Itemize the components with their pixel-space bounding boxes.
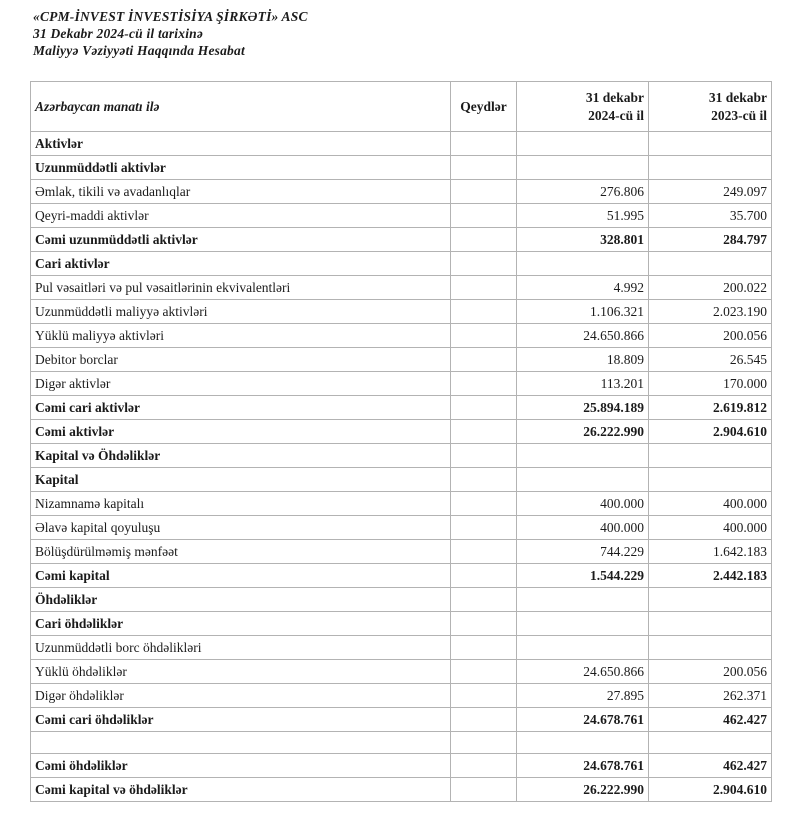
header-row [31,82,772,132]
table-row [31,276,772,300]
row-value-2023: 200.056 [649,324,772,348]
row-value-2024: 1.106.321 [517,300,649,324]
table-row [31,564,772,588]
table-row [31,348,772,372]
row-value-2023 [649,468,772,492]
row-value-2024: 25.894.189 [517,396,649,420]
row-value-2024 [517,612,649,636]
row-value-2024 [517,732,649,754]
row-value-2023 [649,588,772,612]
row-label: Əmlak, tikili və avadanlıqlar [31,180,451,204]
row-label: Qeyri-maddi aktivlər [31,204,451,228]
row-notes [451,180,517,204]
row-label: Əlavə kapital qoyuluşu [31,516,451,540]
table-row [31,228,772,252]
row-value-2024 [517,252,649,276]
row-value-2024 [517,636,649,660]
row-value-2024 [517,444,649,468]
row-notes [451,708,517,732]
row-value-2024 [517,156,649,180]
row-value-2024: 400.000 [517,492,649,516]
row-label [31,732,451,754]
row-label: Kapital [31,468,451,492]
column-header-2023 [649,82,772,132]
row-value-2024 [517,132,649,156]
table-row [31,372,772,396]
row-label: Debitor borclar [31,348,451,372]
row-label: Yüklü öhdəliklər [31,660,451,684]
table-body [31,132,772,802]
table-row [31,420,772,444]
row-label: Cəmi kapital və öhdəliklər [31,778,451,802]
row-label: Aktivlər [31,132,451,156]
row-value-2023: 249.097 [649,180,772,204]
row-notes [451,588,517,612]
row-notes [451,396,517,420]
table-row [31,252,772,276]
row-notes [451,132,517,156]
row-value-2024: 400.000 [517,516,649,540]
row-notes [451,444,517,468]
row-label: Yüklü maliyyə aktivləri [31,324,451,348]
table-row [31,684,772,708]
row-notes [451,660,517,684]
row-value-2024: 26.222.990 [517,778,649,802]
row-value-2023: 2.904.610 [649,778,772,802]
column-header-notes: Qeydlər [451,82,517,132]
row-value-2024: 24.678.761 [517,754,649,778]
row-label: Cəmi öhdəliklər [31,754,451,778]
row-value-2023: 1.642.183 [649,540,772,564]
row-label: Nizamnamə kapitalı [31,492,451,516]
row-value-2024: 276.806 [517,180,649,204]
row-value-2024 [517,588,649,612]
row-value-2023: 2.904.610 [649,420,772,444]
row-notes [451,372,517,396]
row-value-2024: 328.801 [517,228,649,252]
row-value-2023: 2.619.812 [649,396,772,420]
row-value-2023: 26.545 [649,348,772,372]
table-row [31,156,772,180]
row-notes [451,778,517,802]
table-row [31,324,772,348]
row-value-2024: 113.201 [517,372,649,396]
table-row [31,660,772,684]
column-header-2024-line1: 31 dekabr [585,89,644,105]
row-value-2023 [649,612,772,636]
row-label: Digər öhdəliklər [31,684,451,708]
balance-sheet-table [30,81,772,802]
row-value-2023 [649,444,772,468]
row-label: Digər aktivlər [31,372,451,396]
row-notes [451,300,517,324]
row-label: Uzunmüddətli aktivlər [31,156,451,180]
table-row [31,300,772,324]
column-header-2023-line1: 31 dekabr [708,89,767,105]
row-value-2023: 200.056 [649,660,772,684]
row-value-2023: 400.000 [649,492,772,516]
row-notes [451,156,517,180]
row-value-2024: 51.995 [517,204,649,228]
row-value-2024: 24.650.866 [517,324,649,348]
row-notes [451,516,517,540]
row-notes [451,228,517,252]
table-row [31,636,772,660]
row-notes [451,252,517,276]
table-row [31,132,772,156]
table-row [31,708,772,732]
row-value-2023 [649,156,772,180]
row-value-2023 [649,252,772,276]
company-name: «CPM-İNVEST İNVESTİSİYA ŞİRKƏTİ» ASC [33,9,308,24]
row-label: Öhdəliklər [31,588,451,612]
spacer-row [31,732,772,754]
row-notes [451,420,517,444]
row-value-2024: 4.992 [517,276,649,300]
table-row [31,778,772,802]
row-value-2023: 2.442.183 [649,564,772,588]
table-row [31,612,772,636]
row-label: Bölüşdürülməmiş mənfəət [31,540,451,564]
table-row [31,540,772,564]
row-value-2023: 170.000 [649,372,772,396]
column-header-2024 [517,82,649,132]
row-notes [451,276,517,300]
row-label: Pul vəsaitləri və pul vəsaitlərinin ekvivalentləri [31,276,451,300]
document-header [33,8,806,59]
row-value-2023: 200.022 [649,276,772,300]
row-value-2023: 284.797 [649,228,772,252]
row-notes [451,468,517,492]
row-notes [451,564,517,588]
row-label: Cəmi cari öhdəliklər [31,708,451,732]
row-label: Cari öhdəliklər [31,612,451,636]
row-value-2023 [649,132,772,156]
row-notes [451,492,517,516]
table-row [31,588,772,612]
table-row [31,396,772,420]
table-row [31,516,772,540]
row-label: Cəmi uzunmüddətli aktivlər [31,228,451,252]
table-row [31,444,772,468]
table-row [31,492,772,516]
row-value-2024 [517,468,649,492]
report-date: 31 Dekabr 2024-cü il tarixinə [33,26,204,41]
row-value-2024: 744.229 [517,540,649,564]
row-notes [451,612,517,636]
table-row [31,204,772,228]
row-value-2023 [649,732,772,754]
row-value-2024: 1.544.229 [517,564,649,588]
row-value-2024: 26.222.990 [517,420,649,444]
row-label: Cəmi cari aktivlər [31,396,451,420]
row-value-2024: 24.650.866 [517,660,649,684]
row-value-2023: 262.371 [649,684,772,708]
row-label: Uzunmüddətli borc öhdəlikləri [31,636,451,660]
row-label: Uzunmüddətli maliyyə aktivləri [31,300,451,324]
table-row [31,754,772,778]
row-notes [451,348,517,372]
row-value-2023: 400.000 [649,516,772,540]
row-notes [451,636,517,660]
row-notes [451,540,517,564]
row-value-2024: 24.678.761 [517,708,649,732]
row-label: Cəmi kapital [31,564,451,588]
row-value-2023: 462.427 [649,708,772,732]
table-row [31,468,772,492]
row-label: Kapital və Öhdəliklər [31,444,451,468]
column-header-2024-line2: 2024-cü il [588,107,644,123]
table-row [31,180,772,204]
row-value-2024: 27.895 [517,684,649,708]
row-value-2023 [649,636,772,660]
row-value-2023: 462.427 [649,754,772,778]
column-header-currency: Azərbaycan manatı ilə [31,82,451,132]
row-label: Cari aktivlər [31,252,451,276]
column-header-2023-line2: 2023-cü il [711,107,767,123]
row-notes [451,684,517,708]
row-notes [451,754,517,778]
report-title: Maliyyə Vəziyyəti Haqqında Hesabat [33,43,245,58]
row-value-2024: 18.809 [517,348,649,372]
row-value-2023: 35.700 [649,204,772,228]
row-value-2023: 2.023.190 [649,300,772,324]
row-notes [451,732,517,754]
row-notes [451,324,517,348]
row-label: Cəmi aktivlər [31,420,451,444]
row-notes [451,204,517,228]
table-header [31,82,772,132]
